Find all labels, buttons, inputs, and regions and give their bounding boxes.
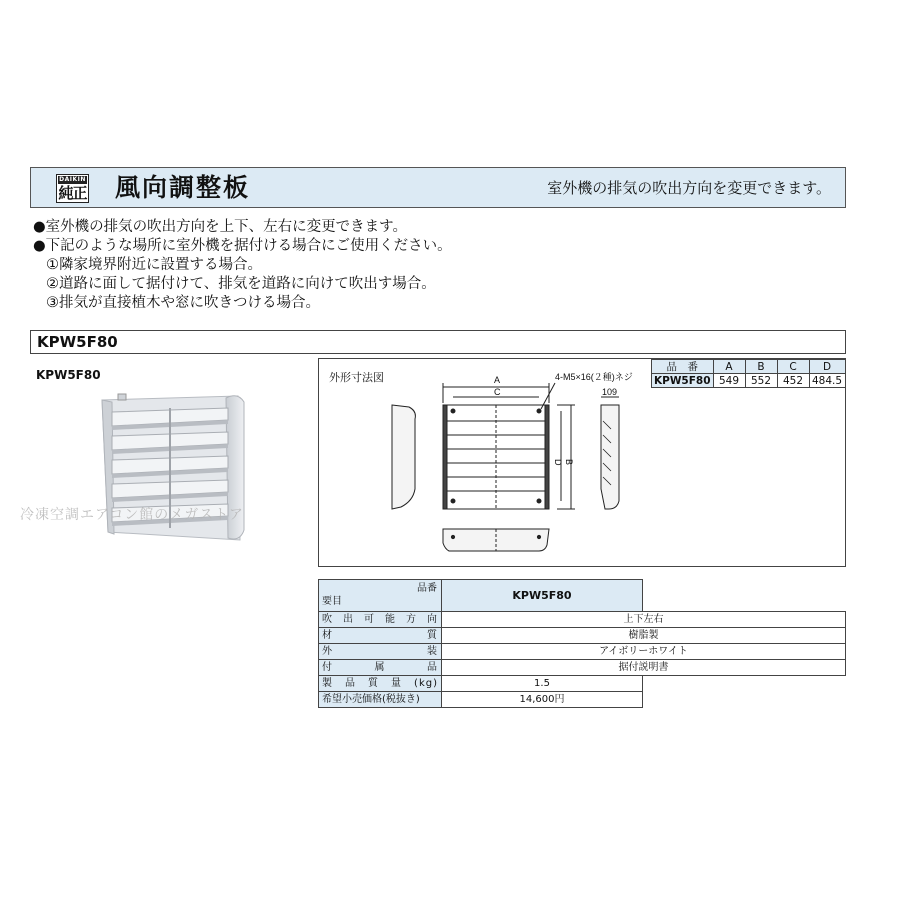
- genuine-badge-icon: [56, 174, 89, 203]
- spec-corner-cell: [319, 580, 442, 612]
- page-subtitle: 室外機の排気の吹出方向を変更できます。: [547, 179, 831, 197]
- dim-label-d: D: [553, 459, 563, 466]
- spec-value: 14,600円: [442, 692, 643, 708]
- spec-value: 上下左右: [442, 612, 846, 628]
- spec-table-header: [319, 580, 846, 612]
- spec-value: アイボリーホワイト: [442, 644, 846, 660]
- spec-label: 希望小売価格(税抜き): [319, 692, 442, 708]
- table-row: [319, 676, 846, 692]
- product-photo: [88, 390, 258, 550]
- usage-case-item: ③排気が直接植木や窓に吹きつける場合。: [46, 295, 320, 311]
- table-row: [319, 628, 846, 644]
- table-row: [319, 660, 846, 676]
- dim-cell-model: KPW5F80: [652, 374, 714, 388]
- spec-spacer: [643, 692, 846, 708]
- watermark: 冷凍空調エアコン館のメガストア: [20, 507, 244, 523]
- spec-value: 1.5: [442, 676, 643, 692]
- dim-screw-note: 4-M5×16(２種)ネジ: [555, 372, 633, 382]
- table-row: [652, 374, 846, 388]
- table-row: [319, 612, 846, 628]
- dimension-drawing-label: 外形寸法図: [329, 371, 384, 384]
- spec-label: 吹出可能方向: [319, 612, 442, 628]
- dim-label-a: A: [494, 375, 501, 385]
- spec-model-header: KPW5F80: [442, 580, 643, 612]
- spec-label: 付属品: [319, 660, 442, 676]
- spec-label: 製品質量(kg): [319, 676, 442, 692]
- title-bar: [30, 167, 846, 208]
- spec-corner-bottom: 要目: [322, 596, 342, 607]
- dim-cell-a: 549: [713, 374, 745, 388]
- badge-genuine: 純正: [58, 184, 87, 202]
- feature-item: ●下記のような場所に室外機を据付ける場合にご使用ください。: [33, 238, 452, 254]
- spec-corner-top: 品番: [417, 583, 437, 594]
- dim-col-a: A: [713, 360, 745, 374]
- dim-cell-d: 484.5: [809, 374, 845, 388]
- photo-label: KPW5F80: [36, 368, 101, 382]
- spec-label: 外装: [319, 644, 442, 660]
- dim-depth: 109: [602, 387, 618, 397]
- spec-spacer: [643, 676, 846, 692]
- dim-cell-b: 552: [745, 374, 777, 388]
- spec-table: [318, 579, 846, 708]
- model-bar: [30, 330, 846, 354]
- page-title: 風向調整板: [115, 173, 251, 202]
- dimension-drawing: [318, 358, 846, 567]
- dim-label-c: C: [494, 387, 501, 397]
- usage-case-item: ①隣家境界附近に設置する場合。: [46, 257, 262, 273]
- dimension-table: [651, 359, 846, 388]
- dimension-drawing-svg: [319, 359, 847, 568]
- dim-col-c: C: [777, 360, 809, 374]
- dimension-table-header: [652, 360, 846, 374]
- dim-col-d: D: [809, 360, 845, 374]
- spec-value: 樹脂製: [442, 628, 846, 644]
- dim-col-model: 品 番: [652, 360, 714, 374]
- spec-value: 据付説明書: [442, 660, 846, 676]
- feature-list: [33, 218, 452, 313]
- dim-label-b: B: [564, 459, 574, 466]
- spec-label: 材質: [319, 628, 442, 644]
- dim-col-b: B: [745, 360, 777, 374]
- usage-case-item: ②道路に面して据付けて、排気を道路に向けて吹出す場合。: [46, 276, 436, 292]
- dim-cell-c: 452: [777, 374, 809, 388]
- table-row: [319, 644, 846, 660]
- badge-brand: DAIKIN: [59, 176, 86, 183]
- table-row: [319, 692, 846, 708]
- spec-header-spacer: [643, 580, 846, 612]
- model-bar-label: KPW5F80: [37, 333, 118, 351]
- feature-item: ●室外機の排気の吹出方向を上下、左右に変更できます。: [33, 219, 407, 235]
